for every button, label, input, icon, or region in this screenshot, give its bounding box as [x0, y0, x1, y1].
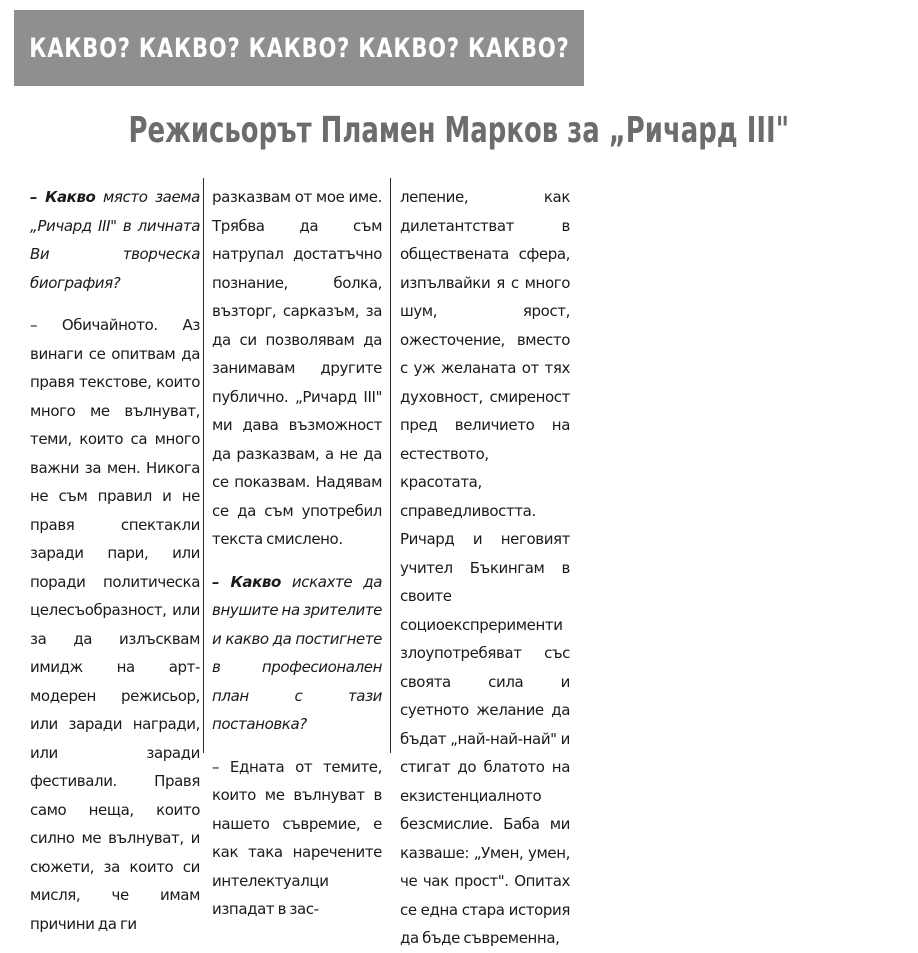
- question-lead: – Какво: [212, 572, 281, 591]
- column-divider: [203, 178, 204, 753]
- question-lead: – Какво: [30, 188, 96, 206]
- answer-text: – Едната от темите, които ме вълнуват в нашето съвремие, е как така наречените интелектуалци изпадат в зас-: [212, 757, 382, 918]
- question-text: искахте да внушите на зрителите и какво да постигнете в професионален план с тази постановка?: [212, 572, 383, 733]
- article-column-2: [212, 183, 383, 918]
- column-divider: [390, 178, 391, 753]
- banner-title: КАКВО? КАКВО? КАКВО? КАКВО? КАКВО?: [28, 32, 570, 64]
- answer-text: разказвам от мое име. Трябва да съм натрупал достатъчно познание, болка, възторг, сарказъм, за да си позволявам да занимавам другите публично. „Ричард III" ми дава възможност да разказвам, а не да се показвам. Надявам се да съм употребил текста смислено.: [212, 188, 382, 548]
- answer-text: лепение, как дилетантстват в обществената сфера, изпълвайки я с много шум, ярост, ожесточение, вместо с уж желаната от тях духовност, смиреност пред величието на естеството, красотата, справедливостта. Ричард и неговият учител Бъкингам в своите социоекспрерименти злоупотребяват със своята сила и суетното желание да бъдат „най-най-най" и стигат до блатото на екзистенциалното безсмислие. Баба ми казваше: „Умен, умен, че чак прост". Опитах се една стара история да бъде съвременна,: [400, 188, 570, 947]
- interview-question: [30, 183, 200, 297]
- interview-answer: [212, 183, 382, 554]
- article-column-1: [30, 183, 200, 933]
- interview-answer: [212, 753, 382, 924]
- answer-text: – Обичайното. Аз винаги се опитвам да правя текстове, които много ме вълнуват, теми, които са много важни за мен. Никога не съм правил и не правя спектакли заради пари, или поради политическа целесъобразност, или за да излъсквам имидж на арт-модерен режисьор, или заради награди, или заради фестивали. Правя само неща, които силно ме вълнуват, и сюжети, за които си мисля, че имам причини да ги: [30, 316, 200, 933]
- question-text: място заема „Ричард III" в личната Ви творческа биография?: [30, 188, 200, 292]
- article-column-3: [400, 183, 570, 947]
- headline-text: Режисьорът Пламен Марков за „Ричард III": [128, 110, 790, 151]
- interview-answer: [400, 183, 570, 953]
- interview-answer: [30, 311, 200, 938]
- article-headline: [0, 110, 790, 151]
- section-banner: [14, 10, 584, 86]
- interview-question: [212, 568, 382, 739]
